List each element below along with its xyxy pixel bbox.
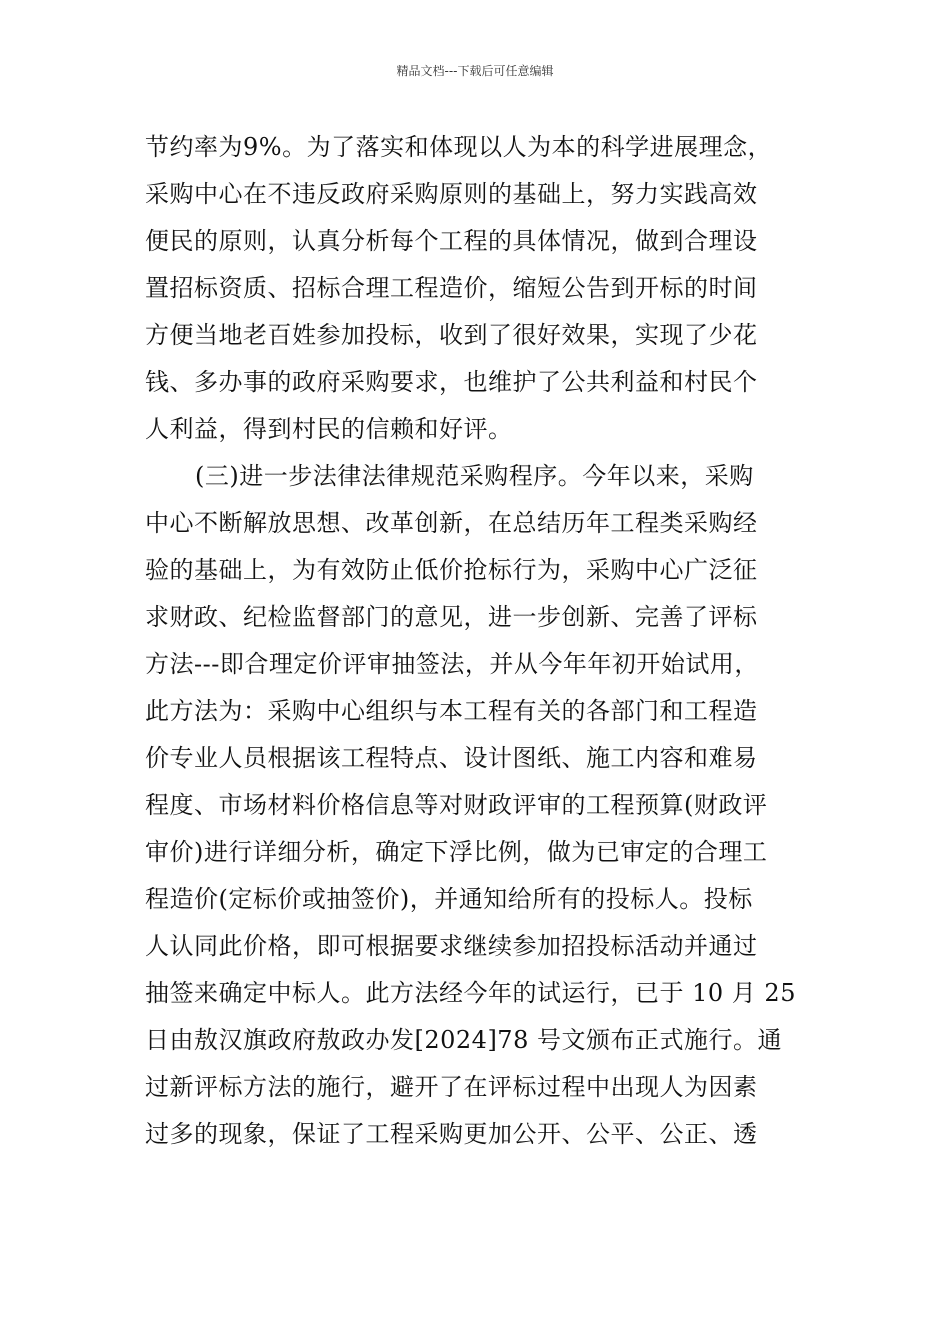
text-line: 人认同此价格，即可根据要求继续参加招投标活动并通过 <box>145 932 758 960</box>
text-line: 验的基础上，为有效防止低价抢标行为，采购中心广泛征 <box>145 556 758 584</box>
document-body <box>145 124 825 1158</box>
text-line: 钱、多办事的政府采购要求，也维护了公共利益和村民个 <box>145 368 758 396</box>
paragraph-start-line: (三)进一步法律法律规范采购程序。今年以来，采购 <box>195 462 754 490</box>
text-line: 程度、市场材料价格信息等对财政评审的工程预算(财政评 <box>145 791 768 819</box>
text-line: 方便当地老百姓参加投标，收到了很好效果，实现了少花 <box>145 321 758 349</box>
text-line: 采购中心在不违反政府采购原则的基础上，努力实践高效 <box>145 180 758 208</box>
text-line: 审价)进行详细分析，确定下浮比例，做为已审定的合理工 <box>145 838 768 866</box>
text-line: 此方法为：采购中心组织与本工程有关的各部门和工程造 <box>145 697 758 725</box>
text-line: 过新评标方法的施行，避开了在评标过程中出现人为因素 <box>145 1073 758 1101</box>
text-line: 求财政、纪检监督部门的意见，进一步创新、完善了评标 <box>145 603 758 631</box>
text-line: 中心不断解放思想、改革创新，在总结历年工程类采购经 <box>145 509 758 537</box>
text-line: 置招标资质、招标合理工程造价，缩短公告到开标的时间 <box>145 274 758 302</box>
text-line: 程造价(定标价或抽签价)，并通知给所有的投标人。投标 <box>145 885 753 913</box>
text-line: 抽签来确定中标人。此方法经今年的试运行，已于 10 月 25 <box>145 979 796 1007</box>
text-line: 方法---即合理定价评审抽签法，并从今年年初开始试用， <box>145 650 759 678</box>
text-line: 便民的原则，认真分析每个工程的具体情况，做到合理设 <box>145 227 758 255</box>
text-line: 过多的现象，保证了工程采购更加公开、公平、公正、透 <box>145 1120 758 1148</box>
text-line: 日由敖汉旗政府敖政办发[2024]78 号文颁布正式施行。通 <box>145 1026 782 1054</box>
text-line: 节约率为9%。为了落实和体现以人为本的科学进展理念， <box>145 133 773 161</box>
text-line: 价专业人员根据该工程特点、设计图纸、施工内容和难易 <box>145 744 758 772</box>
page-header: 精品文档---下载后可任意编辑 <box>396 64 554 78</box>
text-line: 人利益，得到村民的信赖和好评。 <box>145 415 513 443</box>
